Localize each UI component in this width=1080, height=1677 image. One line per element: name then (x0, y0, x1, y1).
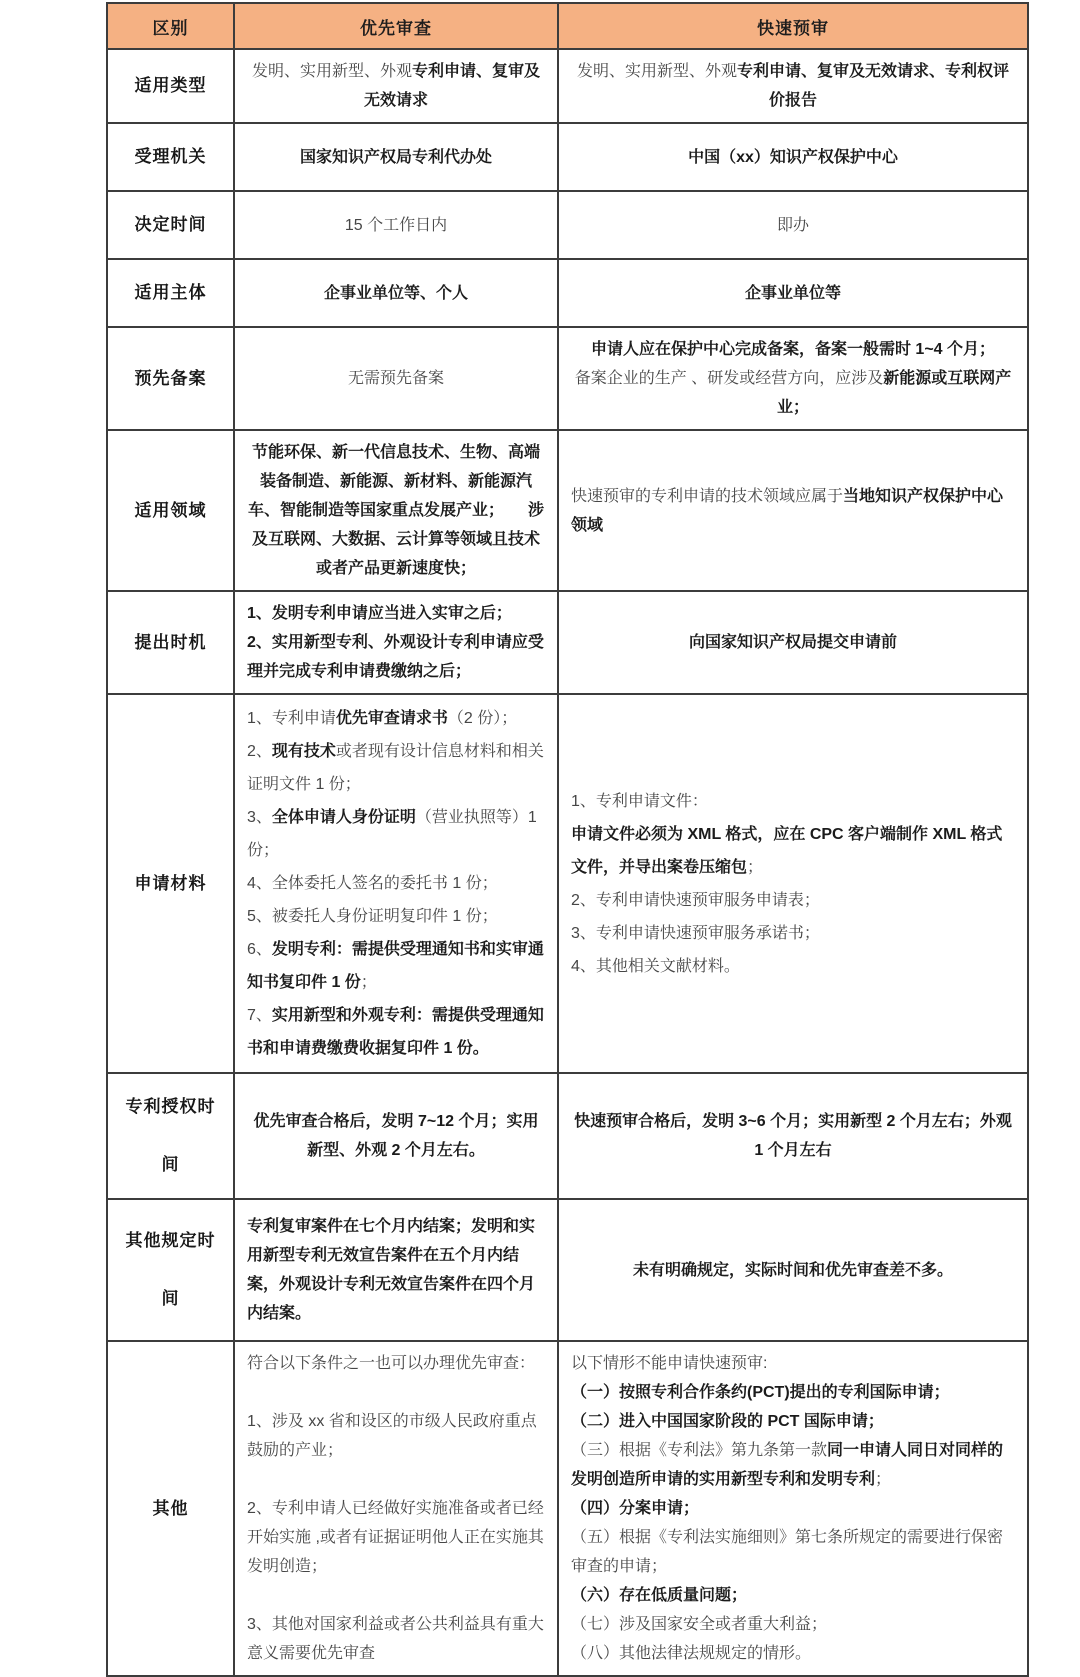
bold-text: 专利申请、复审及无效请求 (363, 63, 541, 109)
bold-text: 向国家知识产权局提交申请前 (688, 634, 897, 651)
cell-priority-review (234, 259, 558, 327)
cell-priority-review (234, 430, 558, 591)
table-row (107, 591, 1028, 694)
cell-priority-review (234, 591, 558, 694)
table-row (107, 191, 1028, 259)
cell-priority-review: 发明、实用新型、外观专利申请、复审及无效请求 (234, 49, 558, 123)
cell-fast-preview (558, 1073, 1028, 1199)
row-label: 其他规定时间 (107, 1199, 234, 1341)
table-row (107, 1199, 1028, 1341)
bold-text: （二）进入中国国家阶段的 PCT 国际申请； (571, 1413, 884, 1430)
bold-text: 当地知识产权保护中心领域 (571, 487, 1004, 534)
header-row (107, 3, 1028, 49)
bold-text: 1、发明专利申请应当进入实审之后； (247, 605, 512, 622)
cell-fast-preview: 1、专利申请文件： 申请文件必须为 XML 格式，应在 CPC 客户端制作 XML 格式文件，并导出案卷压缩包； 2、专利申请快速预审服务申请表； 3、专利申请快速预审服务承诺书； 4、其他相关文献材料。 (558, 694, 1028, 1073)
bold-text: 优先审查合格后，发明 7~12 个月；实用新型、外观 2 个月左右。 (253, 1113, 539, 1159)
bold-text: 新能源或互联网产业； (776, 370, 1012, 416)
row-label: 受理机关 (107, 123, 234, 191)
comparison-table (106, 2, 1029, 1677)
bold-text: 申请文件必须为 XML 格式，应在 CPC 客户端制作 XML 格式文件，并导出案卷压缩包 (571, 825, 1003, 876)
row-label: 适用主体 (107, 259, 234, 327)
bold-text: 实用新型和外观专利：需提供受理通知书和申请费缴费收据复印件 1 份。 (247, 1007, 544, 1057)
bold-text: 节能环保、新一代信息技术、生物、高端装备制造、新能源、新材料、新能源汽车、智能制造等国家重点发展产业； 涉及互联网、大数据、云计算等领域且技术或者产品更新速度快； (247, 444, 544, 577)
bold-text: 全体申请人身份证明 (271, 809, 416, 826)
bold-text: 专利申请、复审及无效请求、专利权评价报告 (737, 63, 1010, 109)
bold-text: 未有明确规定，实际时间和优先审查差不多。 (632, 1261, 953, 1279)
bold-text: 中国（xx）知识产权保护中心 (688, 148, 898, 166)
table-row (107, 49, 1028, 123)
table-row (107, 259, 1028, 327)
bold-text: 申请人应在保护中心完成备案，备案一般需时 1~4 个月； (590, 341, 996, 358)
table-row (107, 123, 1028, 191)
table-row (107, 327, 1028, 430)
table-row (107, 1341, 1028, 1676)
cell-fast-preview: 以下情形不能申请快速预审: （一）按照专利合作条约(PCT)提出的专利国际申请； （二）进入中国国家阶段的 PCT 国际申请； （三）根据《专利法》第九条第一款同一申请人同日对同样的发明创造所申请的实用新型专利和发明专利； （四）分案申请； （五）根据《专利法实施细则》第七条所规定的需要进行保密审查的申请； （六）存在低质量问题； （七）涉及国家安全或者重大利益； （八）其他法律法规规定的情形。 (558, 1341, 1028, 1676)
table-row (107, 1073, 1028, 1199)
row-label: 适用类型 (107, 49, 234, 123)
row-label: 专利授权时间 (107, 1073, 234, 1199)
bold-text: 专利复审案件在七个月内结案；发明和实用新型专利无效宣告案件在五个月内结案，外观设计专利无效宣告案件在四个月内结案。 (247, 1218, 536, 1322)
cell-priority-review: 符合以下条件之一也可以办理优先审查： 1、涉及 xx 省和设区的市级人民政府重点鼓励的产业； 2、专利申请人已经做好实施准备或者已经开始实施 ,或者有证据证明他人正在实施其发明创造； 3、其他对国家利益或者公共利益具有重大意义需要优先审查 (234, 1341, 558, 1676)
bold-text: 同一申请人同日对同样的发明创造所申请的实用新型专利和发明专利 (571, 1442, 1004, 1488)
row-label: 预先备案 (107, 327, 234, 430)
cell-priority-review (234, 1073, 558, 1199)
cell-fast-preview (558, 591, 1028, 694)
table-row (107, 430, 1028, 591)
cell-fast-preview (558, 1199, 1028, 1341)
header-cell-difference: 区别 (107, 3, 234, 49)
bold-text: 国家知识产权局专利代办处 (299, 148, 492, 166)
bold-text: 2、实用新型专利、外观设计专利申请应受理并完成专利申请费缴纳之后； (247, 634, 544, 680)
bold-text: 优先审查请求书 (335, 710, 448, 727)
cell-fast-preview: 即办 (558, 191, 1028, 259)
row-label: 其他 (107, 1341, 234, 1676)
table-row (107, 694, 1028, 1073)
cell-priority-review: 1、专利申请优先审查请求书（2 份）； 2、现有技术或者现有设计信息材料和相关证明文件 1 份； 3、全体申请人身份证明（营业执照等）1 份； 4、全体委托人签名的委托书 1 份； 5、被委托人身份证明复印件 1 份； 6、发明专利：需提供受理通知书和实审通知书复印件 1 份； 7、实用新型和外观专利：需提供受理通知书和申请费缴费收据复印件 1 份。 (234, 694, 558, 1073)
bold-text: 现有技术 (271, 743, 336, 760)
header-cell-priority-review: 优先审查 (234, 3, 558, 49)
header-cell-fast-preview: 快速预审 (558, 3, 1028, 49)
table-body (107, 49, 1028, 1676)
bold-text: 发明专利：需提供受理通知书和实审通知书复印件 1 份 (247, 941, 544, 991)
bold-text: 快速预审合格后，发明 3~6 个月；实用新型 2 个月左右；外观 1 个月左右 (574, 1113, 1012, 1159)
cell-priority-review: 15 个工作日内 (234, 191, 558, 259)
cell-fast-preview: 申请人应在保护中心完成备案，备案一般需时 1~4 个月； 备案企业的生产 、研发或经营方向，应涉及新能源或互联网产业； (558, 327, 1028, 430)
cell-priority-review (234, 123, 558, 191)
bold-text: 企事业单位等 (744, 284, 841, 302)
row-label: 申请材料 (107, 694, 234, 1073)
bold-text: （一）按照专利合作条约(PCT)提出的专利国际申请； (571, 1384, 950, 1401)
cell-fast-preview: 快速预审的专利申请的技术领域应属于当地知识产权保护中心领域 (558, 430, 1028, 591)
cell-fast-preview: 发明、实用新型、外观专利申请、复审及无效请求、专利权评价报告 (558, 49, 1028, 123)
bold-text: （四）分案申请； (571, 1500, 700, 1517)
row-label: 提出时机 (107, 591, 234, 694)
cell-fast-preview (558, 259, 1028, 327)
row-label: 适用领域 (107, 430, 234, 591)
bold-text: （六）存在低质量问题； (571, 1587, 748, 1604)
bold-text: 企事业单位等、个人 (323, 284, 468, 302)
cell-priority-review (234, 1199, 558, 1341)
cell-priority-review: 无需预先备案 (234, 327, 558, 430)
row-label: 决定时间 (107, 191, 234, 259)
cell-fast-preview (558, 123, 1028, 191)
